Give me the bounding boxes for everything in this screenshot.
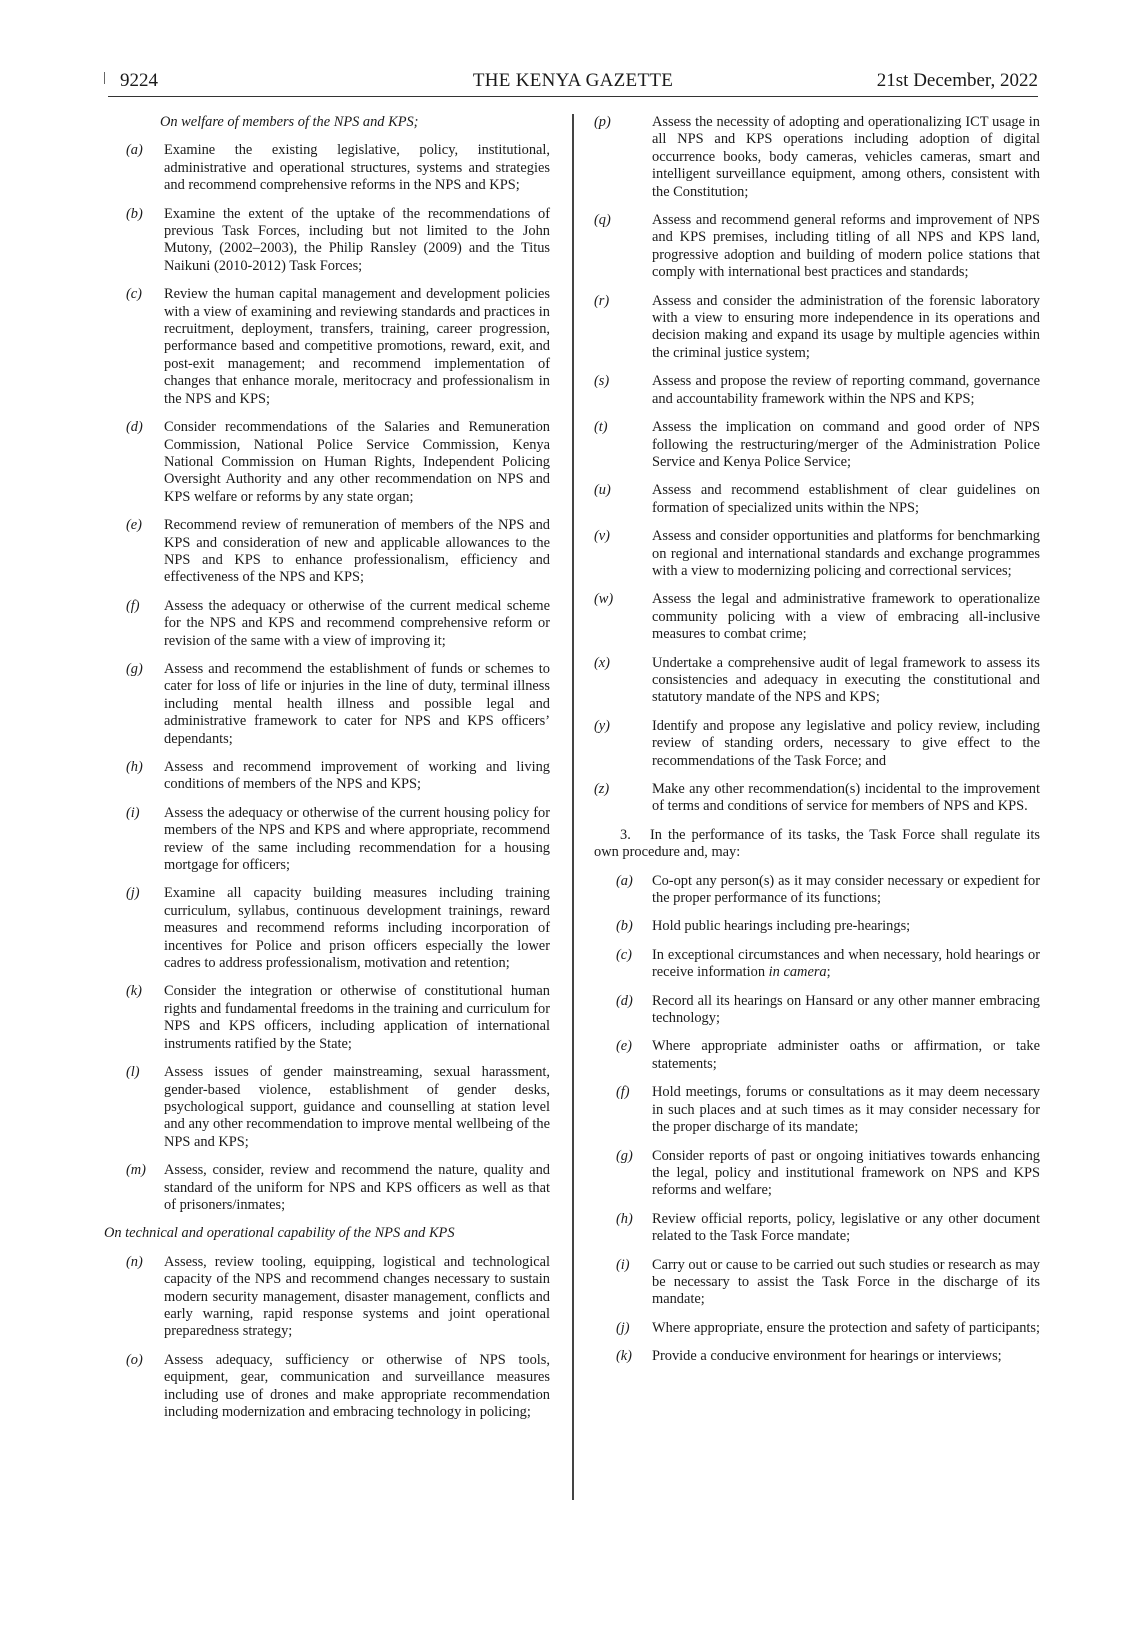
item-label: (p) xyxy=(594,114,611,130)
list-item xyxy=(594,947,1040,982)
list-item xyxy=(594,1148,1040,1200)
list-item xyxy=(594,419,1040,471)
list-item xyxy=(594,918,1040,935)
item-label: (j) xyxy=(126,885,140,902)
list-item xyxy=(104,1352,550,1422)
item-label: (q) xyxy=(594,212,611,229)
item-label: (b) xyxy=(126,205,143,222)
item-label: (e) xyxy=(616,1038,632,1055)
list-item xyxy=(104,1162,550,1214)
item-text: Co-opt any person(s) as it may consider necessary or expedient for the proper performance of its functions; xyxy=(652,872,1040,907)
list-item xyxy=(594,482,1040,517)
item-label: (c) xyxy=(616,946,632,963)
item-label: (d) xyxy=(126,419,143,436)
item-text: Record all its hearings on Hansard or any other manner embracing technology; xyxy=(652,992,1040,1027)
item-label: (t) xyxy=(594,419,608,436)
item-text: Hold meetings, forums or consultations as it may deem necessary in such places and at such times as it may consider necessary for the proper discharge of its mandate; xyxy=(652,1084,1040,1136)
item-text: Assess, review tooling, equipping, logistical and technological capacity of the NPS and recommend changes necessary to sustain modern security management, disaster management, conflicts and early warning, rapid response systems and joint operational preparedness strategy; xyxy=(164,1253,550,1340)
list-item xyxy=(104,142,550,194)
list-item xyxy=(104,286,550,408)
list-item xyxy=(594,718,1040,770)
item-label: (a) xyxy=(616,872,633,889)
list-item xyxy=(104,885,550,972)
item-text-end: ; xyxy=(826,964,831,981)
procedure-items xyxy=(594,873,1040,1366)
item-text: Consider the integration or otherwise of constitutional human rights and fundamental freedoms in the training and curriculum for NPS and KPS officers, including application of international instruments ratified by the State; xyxy=(164,983,550,1052)
item-label: (w) xyxy=(594,591,614,608)
terms-of-reference-items xyxy=(594,114,1040,816)
page-number: 9224 xyxy=(120,70,158,91)
item-text: Assess, consider, review and recommend the nature, quality and standard of the uniform for NPS and KPS officers as well as that of prisoners/inmates; xyxy=(164,1162,550,1213)
left-column xyxy=(104,114,550,1432)
item-text: Assess and consider the administration of the forensic laboratory with a view to ensuring more independence in its operations and decision making and expand its usage by multiple agencies within the criminal justice system; xyxy=(652,292,1040,361)
item-label: (d) xyxy=(616,992,633,1009)
welfare-items xyxy=(104,142,550,1214)
item-text-italic: in camera xyxy=(768,964,827,981)
item-text: Assess the legal and administrative framework to operationalize community policing with a view of embracing all-inclusive measures to combat crime; xyxy=(652,591,1040,643)
item-label: (j) xyxy=(616,1319,630,1336)
header-rule xyxy=(108,96,1038,97)
list-item xyxy=(594,114,1040,201)
paragraph-number: 3. xyxy=(620,826,631,843)
item-text: Undertake a comprehensive audit of legal framework to assess its consistencies and adequacy in executing the constitutional and statutory mandate of the NPS and KPS; xyxy=(652,654,1040,706)
publication-date: 21st December, 2022 xyxy=(876,70,1038,91)
item-label: (f) xyxy=(616,1084,630,1101)
item-text: Assess and recommend the establishment of funds or schemes to cater for loss of life or injuries in the line of duty, terminal illness including mental health illness and possible legal and administrative framework to cater for NPS and KPS officers’ dependants; xyxy=(164,660,550,747)
item-text: Assess the necessity of adopting and operationalizing ICT usage in all NPS and KPS operations including adoption of digital occurrence books, body cameras, vehicles cameras, smart and intelligent surveillance equipment, among others, consistent with the Constitution; xyxy=(652,114,1040,200)
item-label: (a) xyxy=(126,142,143,159)
list-item xyxy=(104,661,550,748)
item-label: (n) xyxy=(126,1253,143,1270)
item-text: Recommend review of remuneration of members of the NPS and KPS and consideration of new and applicable allowances to the NPS and KPS to enhance professionalism, efficiency and effectiveness of the NPS and KPS; xyxy=(164,517,550,586)
list-item xyxy=(594,781,1040,816)
list-item xyxy=(104,1064,550,1151)
list-item xyxy=(594,873,1040,908)
list-item xyxy=(594,293,1040,363)
item-label: (e) xyxy=(126,517,142,534)
item-label: (i) xyxy=(126,804,140,821)
list-item xyxy=(594,1257,1040,1309)
list-item xyxy=(594,591,1040,643)
item-label: (r) xyxy=(594,292,610,309)
item-label: (f) xyxy=(126,597,140,614)
list-item xyxy=(104,805,550,875)
item-label: (c) xyxy=(126,286,142,303)
item-label: (x) xyxy=(594,654,610,671)
item-label: (m) xyxy=(126,1162,146,1179)
item-label: (h) xyxy=(616,1210,633,1227)
item-text: Where appropriate, ensure the protection and safety of participants; xyxy=(652,1319,1040,1336)
item-text: Assess adequacy, sufficiency or otherwise of NPS tools, equipment, gear, communication and surveillance measures including use of drones and make appropriate recommendation including modernization and embracing technology in policing; xyxy=(164,1351,550,1420)
list-item xyxy=(104,598,550,650)
item-text: Make any other recommendation(s) incidental to the improvement of terms and conditions of service for members of NPS and KPS. xyxy=(652,781,1040,815)
item-label: (k) xyxy=(616,1348,632,1365)
list-item xyxy=(104,517,550,587)
item-text: Carry out or cause to be carried out such studies or research as may be necessary to assist the Task Force in the discharge of its mandate; xyxy=(652,1256,1041,1308)
list-item xyxy=(594,528,1040,580)
item-text: Consider reports of past or ongoing initiatives towards enhancing the legal, policy and institutional framework on NPS and KPS reforms and welfare; xyxy=(652,1147,1040,1199)
item-text: Assess and recommend general reforms and improvement of NPS and KPS premises, including titling of all NPS and KPS land, progressive adoption and building of modern police stations that comply with international best practices and standards; xyxy=(652,212,1040,281)
right-column xyxy=(594,114,1040,1377)
item-text: Review official reports, policy, legislative or any other document related to the Task Force mandate; xyxy=(652,1210,1040,1245)
item-label: (l) xyxy=(126,1064,140,1081)
list-item xyxy=(104,419,550,506)
item-label: (b) xyxy=(616,918,633,935)
list-item xyxy=(104,206,550,276)
item-text: Review the human capital management and development policies with a view of examining and reviewing standards and practices in recruitment, deployment, transfers, training, career progression, performance based and competitive promotions, reward, exit, and post-exit management; and recommend implementation of changes that enhance morale, meritocracy and professionalism in the NPS and KPS; xyxy=(164,286,550,407)
item-text: Assess and recommend improvement of working and living conditions of members of the NPS and KPS; xyxy=(164,759,550,793)
item-label: (v) xyxy=(594,528,610,545)
item-text: Assess the adequacy or otherwise of the current medical scheme for the NPS and KPS and recommend comprehensive reform or revision of the same with a view of improving it; xyxy=(164,597,550,649)
item-label: (y) xyxy=(594,717,610,734)
page-header xyxy=(108,66,1038,96)
item-text: Assess and consider opportunities and platforms for benchmarking on regional and international standards and exchange programmes with a view to modernizing policing and correctional services; xyxy=(652,528,1040,579)
list-item xyxy=(594,1038,1040,1073)
item-label: (g) xyxy=(616,1147,633,1164)
item-text: Examine the extent of the uptake of the recommendations of previous Task Forces, including but not limited to the John Mutony, (2002–2003), the Philip Ransley (2009) and the Titus Naikuni (2010-2012) Task Forces; xyxy=(164,205,550,274)
item-label: (h) xyxy=(126,759,143,775)
list-item xyxy=(594,1320,1040,1337)
list-item xyxy=(594,373,1040,408)
publication-title: THE KENYA GAZETTE xyxy=(472,70,674,91)
paragraph-text: In the performance of its tasks, the Task Force shall regulate its own procedure and, may: xyxy=(594,826,1040,861)
item-text: Hold public hearings including pre-hearings; xyxy=(652,918,911,935)
item-label: (z) xyxy=(594,781,610,797)
technical-items xyxy=(104,1254,550,1422)
list-item xyxy=(104,983,550,1053)
item-text: Examine the existing legislative, policy, institutional, administrative and operational structures, systems and strategies and recommend comprehensive reforms in the NPS and KPS; xyxy=(164,142,550,194)
item-text: In exceptional circumstances and when necessary, hold hearings or receive information xyxy=(652,946,1040,981)
item-text: Assess the adequacy or otherwise of the current housing policy for members of the NPS and KPS and where appropriate, recommend review of the same including recommendation for a housing mortgage for officers; xyxy=(164,804,550,874)
item-text: Provide a conducive environment for hearings or interviews; xyxy=(652,1348,1002,1365)
item-text: Assess and recommend establishment of clear guidelines on formation of specialized units within the NPS; xyxy=(652,482,1040,516)
item-label: (g) xyxy=(126,660,143,677)
item-text: Assess and propose the review of reporting command, governance and accountability framework within the NPS and KPS; xyxy=(652,373,1040,407)
item-label: (i) xyxy=(616,1256,630,1273)
item-label: (u) xyxy=(594,482,611,499)
list-item xyxy=(594,655,1040,707)
item-text: Identify and propose any legislative and policy review, including review of standing orders, necessary to give effect to the recommendations of the Task Force; and xyxy=(652,717,1040,769)
section-heading-technical: On technical and operational capability of the NPS and KPS xyxy=(104,1225,455,1242)
item-text: Consider recommendations of the Salaries and Remuneration Commission, National Police Service Commission, Kenya National Commission on Human Rights, Independent Policing Oversight Authority and any other recommendation on NPS and KPS welfare or reforms by any state organ; xyxy=(164,419,550,505)
list-item xyxy=(594,212,1040,282)
margin-mark xyxy=(104,72,105,84)
list-item xyxy=(104,1254,550,1341)
item-text: Assess issues of gender mainstreaming, sexual harassment, gender-based violence, establishment of gender desks, psychological support, guidance and counselling at station level and any other recommendation to improve mental wellbeing of the NPS and KPS; xyxy=(164,1064,550,1150)
item-label: (o) xyxy=(126,1351,143,1368)
list-item xyxy=(594,1211,1040,1246)
item-label: (s) xyxy=(594,373,610,390)
list-item xyxy=(594,1084,1040,1136)
list-item xyxy=(594,993,1040,1028)
list-item xyxy=(594,1348,1040,1365)
item-text: Examine all capacity building measures including training curriculum, syllabus, continuous development trainings, reward measures and recommend reforms including incorporation of incentives for Police and prison officers especially the lower cadres to address professionalism, motivation and retention; xyxy=(164,885,550,972)
item-label: (k) xyxy=(126,983,142,1000)
item-text: Assess the implication on command and good order of NPS following the restructuring/merger of the Administration Police Service and Kenya Police Service; xyxy=(652,419,1040,470)
column-divider xyxy=(572,114,574,1500)
item-text: Where appropriate administer oaths or affirmation, or take statements; xyxy=(652,1038,1040,1072)
list-item xyxy=(104,759,550,794)
paragraph-3 xyxy=(594,827,1040,862)
section-heading-welfare: On welfare of members of the NPS and KPS; xyxy=(160,114,419,130)
